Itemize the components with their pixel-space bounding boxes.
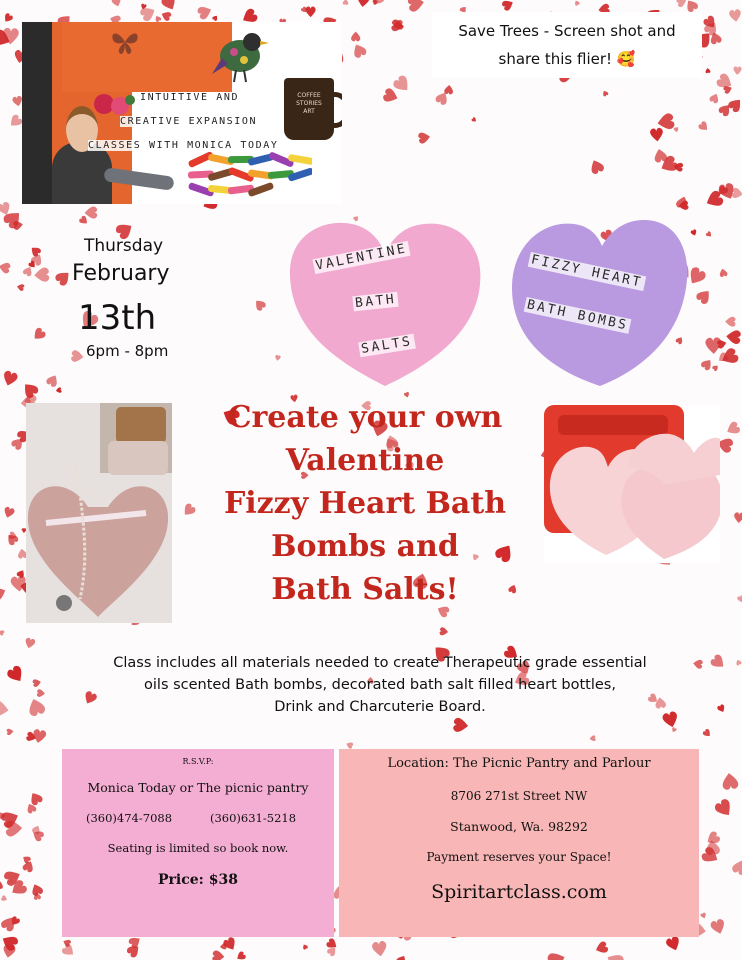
pink-heart-word-2: BATH — [354, 291, 397, 312]
confetti-heart — [219, 943, 226, 950]
confetti-heart — [721, 772, 739, 790]
confetti-heart — [302, 943, 309, 950]
bath-bombs-photo — [544, 405, 720, 563]
bath-salt-jars-photo — [26, 403, 172, 623]
confetti-heart — [160, 10, 172, 22]
confetti-heart — [0, 585, 8, 602]
confetti-heart — [705, 231, 713, 239]
confetti-heart — [501, 0, 515, 12]
banner-line-3: CLASSES WITH MONICA TODAY — [88, 140, 279, 151]
confetti-heart — [710, 918, 727, 936]
confetti-heart — [726, 329, 741, 344]
confetti-heart — [0, 895, 8, 903]
confetti-heart — [2, 506, 15, 519]
confetti-heart — [444, 85, 454, 95]
headline-line-2: Valentine — [285, 443, 445, 478]
banner-orange-panel — [62, 22, 232, 92]
confetti-heart — [111, 0, 122, 8]
confetti-heart — [212, 950, 225, 960]
confetti-heart — [0, 261, 11, 274]
event-date-number: 13th — [78, 298, 157, 338]
confetti-heart — [371, 940, 387, 957]
rsvp-phone-1[interactable]: (360)474-7088 — [86, 811, 173, 825]
class-banner-image — [22, 22, 342, 204]
price-label: Price: $38 — [158, 872, 238, 888]
confetti-heart — [6, 728, 14, 735]
mug-text: COFFEE STORIES ART — [296, 92, 322, 115]
confetti-heart — [589, 735, 596, 741]
confetti-heart — [453, 718, 469, 733]
confetti-heart — [709, 653, 727, 671]
headline — [180, 396, 550, 611]
confetti-heart — [733, 66, 741, 75]
banner-line-1: INTUITIVE AND — [140, 92, 240, 103]
confetti-heart — [665, 935, 682, 952]
confetti-heart — [34, 267, 50, 282]
location-label: Location: The Picnic Pantry and Parlour — [387, 756, 651, 771]
confetti-heart — [712, 364, 720, 372]
confetti-heart — [2, 12, 14, 24]
confetti-heart — [705, 337, 721, 354]
confetti-heart — [717, 704, 727, 714]
location-street: 8706 271st Street NW — [450, 789, 588, 803]
rsvp-seating-note: Seating is limited so book now. — [107, 841, 289, 855]
confetti-heart — [84, 206, 97, 218]
confetti-heart — [395, 954, 408, 960]
headline-line-3: Fizzy Heart Bath — [223, 486, 507, 521]
crayons-illustration — [182, 150, 312, 204]
headline-line-4: Bombs and — [271, 529, 459, 564]
confetti-heart — [546, 950, 567, 960]
confetti-heart — [705, 68, 711, 74]
confetti-heart — [37, 689, 45, 697]
confetti-heart — [734, 512, 742, 523]
confetti-heart — [71, 350, 84, 363]
confetti-heart — [697, 120, 710, 133]
confetti-heart — [26, 696, 46, 717]
confetti-heart — [350, 42, 367, 59]
confetti-heart — [676, 0, 688, 8]
confetti-heart — [357, 0, 370, 8]
confetti-heart — [695, 287, 714, 306]
confetti-heart — [713, 797, 735, 819]
confetti-heart — [196, 4, 213, 21]
butterfly-icon — [110, 28, 140, 56]
confetti-heart — [735, 659, 742, 666]
confetti-heart — [439, 627, 448, 636]
description-line-1: Class includes all materials needed to create Therapeutic grade essential — [113, 655, 647, 671]
confetti-heart — [382, 87, 400, 104]
confetti-heart — [343, 0, 349, 5]
confetti-heart — [407, 0, 425, 12]
website-link[interactable]: Spiritartclass.com — [431, 881, 607, 903]
rsvp-box — [62, 749, 334, 937]
confetti-heart — [719, 268, 728, 278]
save-trees-line-2: share this flier! 🥰 — [498, 50, 636, 68]
confetti-heart — [731, 857, 742, 876]
confetti-heart — [1, 370, 18, 388]
confetti-heart — [574, 0, 581, 6]
crayon — [287, 167, 312, 182]
confetti-heart — [0, 881, 4, 889]
save-trees-note — [432, 12, 702, 78]
confetti-heart — [235, 951, 247, 960]
pink-heart-word-3: SALTS — [360, 334, 414, 357]
confetti-heart — [0, 629, 5, 636]
confetti-heart — [471, 117, 477, 123]
confetti-heart — [306, 7, 316, 18]
confetti-heart — [737, 595, 742, 603]
headline-line-1: Create your own — [227, 400, 503, 435]
location-city: Stanwood, Wa. 98292 — [450, 819, 588, 834]
confetti-heart — [24, 637, 36, 649]
confetti-heart — [418, 131, 431, 144]
confetti-heart — [16, 283, 24, 291]
confetti-heart — [700, 912, 707, 919]
confetti-heart — [31, 326, 47, 342]
banner-wall-dark — [22, 22, 52, 204]
banner-line-2: CREATIVE EXPANSION — [120, 116, 258, 127]
confetti-heart — [650, 128, 664, 143]
confetti-heart — [724, 420, 741, 437]
lavender-heart-word-2: BATH BOMBS — [525, 297, 630, 334]
confetti-heart — [588, 158, 605, 176]
confetti-heart — [20, 380, 40, 400]
confetti-heart — [725, 317, 736, 327]
rsvp-phone-2[interactable]: (360)631-5218 — [210, 811, 297, 825]
confetti-heart — [671, 727, 677, 733]
confetti-heart — [702, 728, 713, 739]
confetti-heart — [351, 32, 360, 42]
confetti-heart — [729, 9, 742, 23]
confetti-heart — [0, 700, 10, 718]
confetti-heart — [594, 941, 609, 956]
rsvp-heading: R.S.V.P: — [182, 757, 214, 766]
confetti-heart — [55, 387, 61, 393]
headline-line-5: Bath Salts! — [271, 572, 459, 607]
pink-heart-word-1: VALENTINE — [314, 241, 409, 274]
confetti-heart — [673, 126, 680, 133]
confetti-heart — [78, 215, 89, 226]
confetti-heart — [212, 14, 219, 21]
crayon — [247, 182, 274, 197]
payment-note: Payment reserves your Space! — [426, 850, 612, 864]
coffee-mug-handle — [328, 92, 342, 128]
description-line-2: oils scented Bath bombs, decorated bath salt filled heart bottles, — [144, 677, 616, 693]
confetti-heart — [275, 355, 281, 362]
event-time: 6pm - 8pm — [86, 342, 169, 360]
rsvp-names: Monica Today or The picnic pantry — [87, 780, 309, 795]
confetti-heart — [32, 678, 41, 687]
confetti-heart — [601, 89, 608, 97]
description-line-3: Drink and Charcuterie Board. — [274, 699, 486, 715]
save-trees-line-1: Save Trees - Screen shot and — [458, 22, 676, 40]
confetti-heart — [252, 297, 267, 312]
bird-illustration — [212, 28, 272, 84]
class-description — [60, 652, 700, 718]
location-box — [339, 749, 699, 937]
confetti-heart — [54, 268, 73, 287]
confetti-heart — [0, 932, 20, 952]
confetti-heart — [700, 357, 714, 371]
confetti-heart — [345, 741, 354, 749]
event-month: February — [72, 261, 170, 286]
confetti-heart — [604, 950, 625, 960]
confetti-heart — [6, 664, 27, 685]
confetti-heart — [30, 882, 44, 897]
confetti-heart — [45, 373, 60, 388]
confetti-heart — [392, 74, 413, 95]
confetti-heart — [160, 0, 179, 12]
confetti-heart — [709, 92, 721, 104]
confetti-heart — [391, 19, 404, 32]
lavender-heart-word-1: FIZZY HEART — [529, 252, 644, 291]
confetti-heart — [28, 790, 44, 806]
event-day: Thursday — [84, 236, 164, 256]
